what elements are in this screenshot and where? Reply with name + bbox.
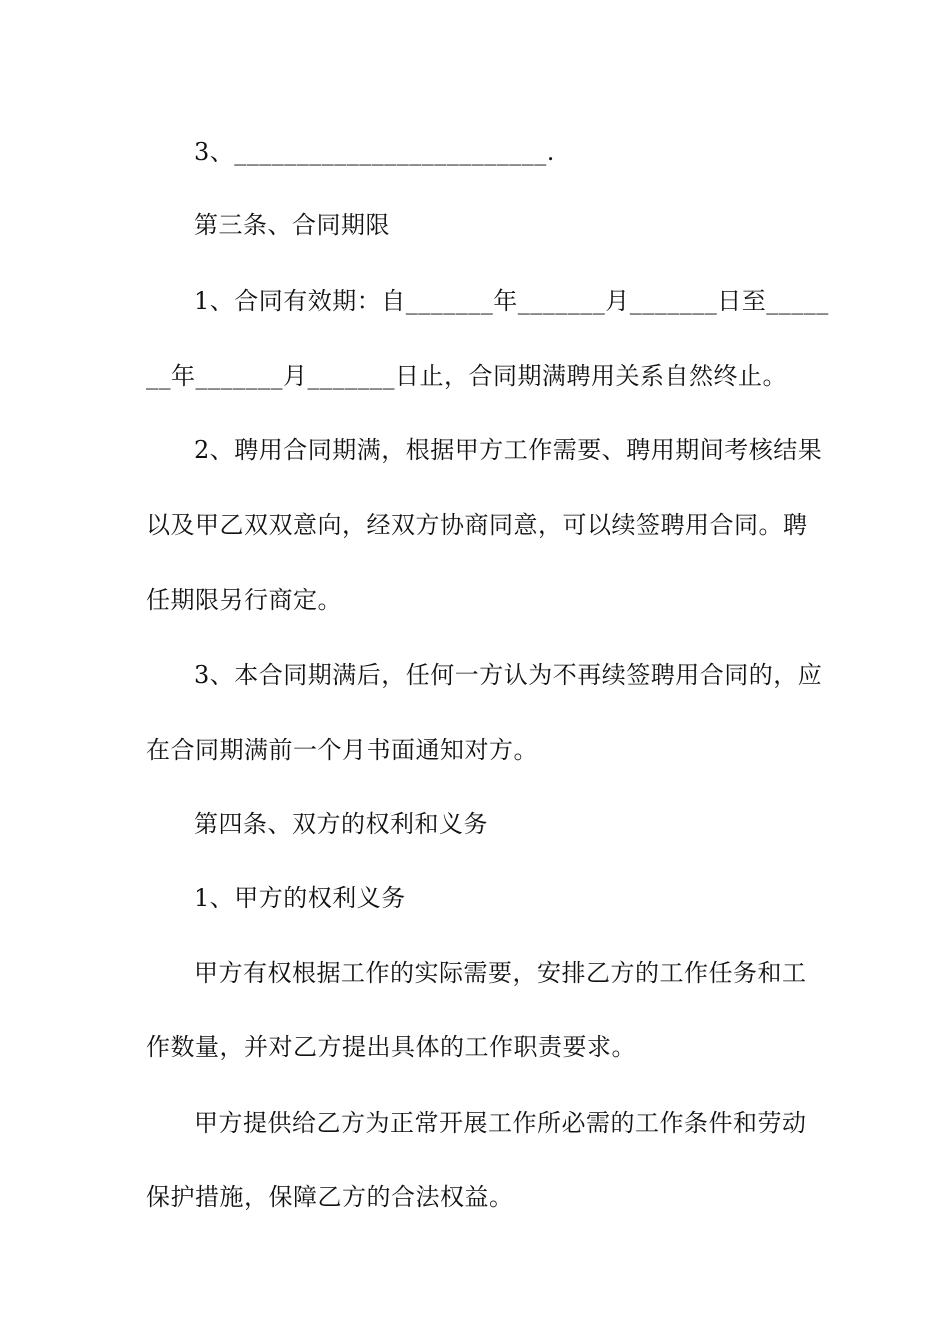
party-a-right-1-line-2: 作数量，并对乙方提出具体的工作职责要求。 xyxy=(146,1033,636,1061)
clause-3-blank-line: 3、_________________________. xyxy=(194,138,555,166)
article-4-heading: 第四条、双方的权利和义务 xyxy=(194,810,488,838)
renewal-paragraph-line-2: 以及甲乙双双意向，经双方协商同意，可以续签聘用合同。聘 xyxy=(146,511,808,539)
party-a-rights-heading: 1、甲方的权利义务 xyxy=(194,884,406,912)
notice-paragraph-line-2: 在合同期满前一个月书面通知对方。 xyxy=(146,736,538,764)
article-3-heading: 第三条、合同期限 xyxy=(194,211,390,239)
notice-paragraph-line-1: 3、本合同期满后，任何一方认为不再续签聘用合同的，应 xyxy=(194,661,823,689)
party-a-duty-line-1: 甲方提供给乙方为正常开展工作所必需的工作条件和劳动 xyxy=(194,1109,807,1137)
renewal-paragraph-line-3: 任期限另行商定。 xyxy=(146,586,342,614)
party-a-right-1-line-1: 甲方有权根据工作的实际需要，安排乙方的工作任务和工 xyxy=(194,959,807,987)
renewal-paragraph-line-1: 2、聘用合同期满，根据甲方工作需要、聘用期间考核结果 xyxy=(194,436,823,464)
party-a-duty-line-2: 保护措施，保障乙方的合法权益。 xyxy=(146,1183,514,1211)
term-validity-line-1: 1、合同有效期：自_______年_______月_______日至_____ xyxy=(194,287,829,315)
term-validity-line-2: __年_______月_______日止，合同期满聘用关系自然终止。 xyxy=(146,362,787,390)
